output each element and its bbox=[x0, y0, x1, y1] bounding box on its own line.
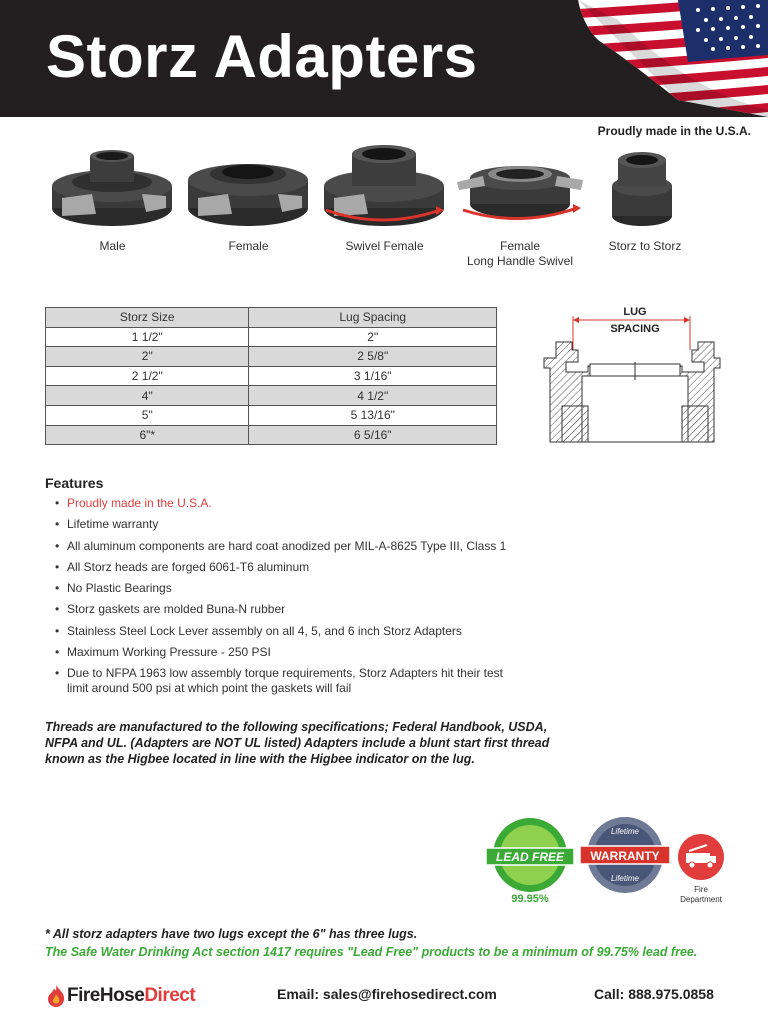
swivel-female-adapter-image bbox=[322, 142, 447, 232]
long-handle-swivel-adapter-image bbox=[455, 142, 585, 232]
list-item: • Stainless Steel Lock Lever assembly on all 4, 5, and 6 inch Storz Adapters bbox=[55, 624, 555, 639]
product-male bbox=[50, 142, 175, 253]
fire-truck-icon bbox=[677, 833, 725, 881]
product-label-male: Male bbox=[99, 239, 126, 253]
lead-free-note: The Safe Water Drinking Act section 1417 requires "Lead Free" products to be a minimum of 99.75% lead free. bbox=[45, 945, 698, 959]
product-swivel-female bbox=[322, 142, 447, 253]
warranty-label: WARRANTY bbox=[590, 849, 660, 863]
us-flag-icon bbox=[558, 0, 768, 117]
lifetime-top-label: Lifetime bbox=[610, 827, 640, 836]
male-adapter-image bbox=[50, 142, 175, 232]
table-row bbox=[46, 327, 497, 347]
storz-size-cell: 5" bbox=[46, 405, 249, 425]
lugs-footnote: * All storz adapters have two lugs except the 6" has three lugs. bbox=[45, 927, 418, 941]
lifetime-warranty-badge bbox=[580, 815, 670, 895]
email-contact[interactable]: Email: sales@firehosedirect.com bbox=[277, 986, 497, 1002]
lug-spacing-diagram bbox=[540, 302, 730, 447]
list-item: • Proudly made in the U.S.A. bbox=[55, 496, 555, 511]
flame-icon bbox=[45, 984, 67, 1008]
product-label-female: Female bbox=[228, 239, 269, 253]
storz-size-table bbox=[45, 307, 497, 445]
lug-spacing-cell: 5 13/16" bbox=[249, 405, 497, 425]
fire-department-label: Fire Department bbox=[680, 885, 722, 904]
logo-text-direct: Direct bbox=[144, 985, 196, 1006]
features-list bbox=[55, 496, 555, 703]
column-header-storz-size: Storz Size bbox=[46, 308, 249, 328]
lead-free-percent: 99.95% bbox=[511, 893, 549, 905]
lug-spacing-cell: 3 1/16" bbox=[249, 366, 497, 386]
product-label-long-handle-swivel: Long Handle Swivel bbox=[466, 254, 574, 268]
header-banner bbox=[0, 0, 768, 117]
product-label-swivel-female: Swivel Female bbox=[345, 239, 424, 253]
product-female bbox=[186, 142, 311, 253]
product-label-storz-to-storz: Storz to Storz bbox=[608, 239, 682, 253]
product-female-long-handle-swivel bbox=[455, 142, 585, 268]
features-heading: Features bbox=[45, 475, 104, 491]
list-item: • All aluminum components are hard coat anodized per MIL-A-8625 Type III, Class 1 bbox=[55, 539, 555, 554]
list-item: • Lifetime warranty bbox=[55, 517, 555, 532]
lug-spacing-cell: 2" bbox=[249, 327, 497, 347]
diagram-label-lug: LUG bbox=[623, 306, 647, 318]
table-row bbox=[46, 386, 497, 406]
firehosedirect-logo[interactable] bbox=[45, 984, 195, 1008]
lug-spacing-cell: 4 1/2" bbox=[249, 386, 497, 406]
table-row bbox=[46, 425, 497, 445]
table-row bbox=[46, 366, 497, 386]
phone-contact[interactable]: Call: 888.975.0858 bbox=[594, 986, 714, 1002]
lead-free-label: LEAD FREE bbox=[495, 850, 565, 864]
product-storz-to-storz bbox=[600, 142, 710, 253]
table-header-row bbox=[46, 308, 497, 328]
lug-spacing-cell: 6 5/16" bbox=[249, 425, 497, 445]
page-title: Storz Adapters bbox=[46, 23, 478, 90]
storz-size-cell: 2 1/2" bbox=[46, 366, 249, 386]
list-item: • All Storz heads are forged 6061-T6 aluminum bbox=[55, 560, 555, 575]
product-label-female-2: Female bbox=[499, 239, 540, 253]
female-adapter-image bbox=[186, 142, 311, 232]
threads-specification-text: Threads are manufactured to the following specifications; Federal Handbook, USDA, NFPA and UL. (Adapters are NOT UL listed) Adapters include a blunt start first thread known as the Higbee located in line with the Higbee indicator on the lug. bbox=[45, 720, 550, 766]
storz-size-cell: 4" bbox=[46, 386, 249, 406]
storz-to-storz-adapter-image bbox=[600, 142, 710, 232]
list-item: • Due to NFPA 1963 low assembly torque requirements, Storz Adapters hit their test limit around 500 psi at which point the gaskets will fail bbox=[55, 666, 525, 696]
table-row bbox=[46, 347, 497, 367]
list-item: • Storz gaskets are molded Buna-N rubber bbox=[55, 602, 555, 617]
lug-spacing-cell: 2 5/8" bbox=[249, 347, 497, 367]
lead-free-badge bbox=[484, 815, 576, 895]
lifetime-bottom-label: Lifetime bbox=[610, 874, 640, 883]
list-item: • Maximum Working Pressure - 250 PSI bbox=[55, 645, 555, 660]
storz-size-cell: 2" bbox=[46, 347, 249, 367]
storz-size-cell: 6"* bbox=[46, 425, 249, 445]
logo-text-firehose: FireHose bbox=[67, 985, 145, 1006]
diagram-label-spacing: SPACING bbox=[610, 323, 660, 335]
made-in-usa-text: Proudly made in the U.S.A. bbox=[597, 124, 751, 138]
column-header-lug-spacing: Lug Spacing bbox=[249, 308, 497, 328]
list-item: • No Plastic Bearings bbox=[55, 581, 555, 596]
storz-size-cell: 1 1/2" bbox=[46, 327, 249, 347]
table-row bbox=[46, 405, 497, 425]
